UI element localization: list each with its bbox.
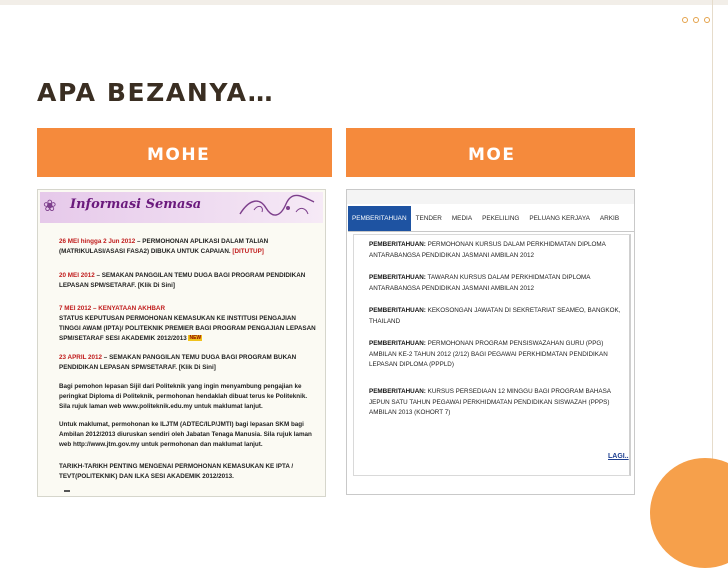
slide-title: APA BEZANYA… [37, 78, 275, 107]
announcement-5: Bagi pemohon lepasan Sijil dari Politeknik yang ingin menyambung pengajian ke peringkat Diploma di Politeknik, permohonan hendaklah dibuat terus ke Politeknik. Sila rujuk laman web www.politeknik.edu.my untuk maklumat lanjut. [59, 383, 308, 410]
tab-arkib[interactable]: ARKIB [599, 215, 620, 222]
announcement-4[interactable]: 23 APRIL 2012 – SEMAKAN PANGGILAN TEMU DUGA BAGI PROGRAM BUKAN PENDIDIKAN LEPASAN SPM/SETARAF. [Klik Di Sini] [59, 354, 297, 371]
moe-header: MOE [346, 128, 635, 177]
moe-nav [348, 206, 624, 231]
tab-media[interactable]: MEDIA [451, 215, 473, 222]
mohe-header: MOHE [37, 128, 332, 177]
top-border [0, 0, 728, 5]
flourish-ornament-icon [236, 194, 318, 222]
announcement-7[interactable]: TARIKH-TARIKH PENTING MENGENAI PERMOHONAN KEMASUKAN KE IPTA / TEVT(POLITEKNIK) DAN ILKA SESI AKADEMIK 2012/2013. [59, 463, 294, 480]
announcement-3[interactable]: 7 MEI 2012 – KENYATAAN AKHBAR STATUS KEPUTUSAN PERMOHONAN KEMASUKAN KE INSTITUSI PENGAJIAN TINGGI AWAM (IPTA)/ POLITEKNIK PREMIER BAGI PROGRAM PENGAJIAN LEPASAN SPM/SETARAF SESI AKADEMIK 2012/2013 NEW [59, 305, 316, 342]
notice-list [353, 234, 631, 476]
more-link[interactable]: LAGI.. [608, 453, 629, 460]
moe-top-strip [347, 190, 635, 204]
notice-item[interactable]: PEMBERITAHUAN: KURSUS PERSEDIAAN 12 MINGGU BAGI PROGRAM BAHASA JEPUN SATU TAHUN PEGAWAI PERKHIDMATAN PENDIDIKAN SISWAZAH (PPPS) AMBILAN 2013 (KOHORT 7) [369, 388, 611, 416]
notice-item[interactable]: PEMBERITAHUAN: PERMOHONAN PROGRAM PENSISWAZAHAN GURU (PPG) AMBILAN KE-2 TAHUN 2012 (2/12) BAGI PEGAWAI PERKHIDMATAN PENDIDIKAN LEPASAN DIPLOMA (PPPLD) [369, 340, 608, 368]
mohe-screenshot [37, 189, 326, 497]
flower-ornament-icon: ❀ [43, 196, 57, 215]
notice-item[interactable]: PEMBERITAHUAN: KEKOSONGAN JAWATAN DI SEKRETARIAT SEAMEO, BANGKOK, THAILAND [369, 307, 621, 325]
corner-circle-decoration [650, 458, 728, 568]
announcement-1[interactable]: 26 MEI hingga 2 Jun 2012 – PERMOHONAN APLIKASI DALAM TALIAN (MATRIKULASI/ASASI FASA2) DIBUKA UNTUK CAPAIAN. [DITUTUP] [59, 238, 269, 255]
moe-screenshot [346, 189, 635, 495]
tab-peluang-kerjaya[interactable]: PELUANG KERJAYA [529, 215, 590, 222]
notice-item[interactable]: PEMBERITAHUAN: TAWARAN KURSUS DALAM PERKHIDMATAN DIPLOMA ANTARABANGSA PENDIDIKAN JASMANI AMBILAN 2012 [369, 274, 591, 292]
notice-item[interactable]: PEMBERITAHUAN: PERMOHONAN KURSUS DALAM PERKHIDMATAN DIPLOMA ANTARABANGSA PENDIDIKAN JASMANI AMBILAN 2012 [369, 241, 606, 259]
new-badge: NEW [189, 335, 202, 342]
banner-title: Informasi Semasa [70, 197, 202, 212]
tab-pekeliling[interactable]: PEKELILING [482, 215, 520, 222]
panel-footer-mark [64, 490, 70, 492]
announcement-6: Untuk maklumat, permohonan ke ILJTM (ADTEC/ILP/JMTI) bagi lepasan SKM bagi Ambilan 2012/2013 diuruskan sendiri oleh Jabatan Tenaga Manusia. Sila rujuk laman web http://www.jtm.gov.my untuk permohonan dan maklumat lanjut. [59, 421, 312, 448]
informasi-semasa-banner [40, 192, 323, 223]
tab-pemberitahuan[interactable]: PEMBERITAHUAN [348, 206, 411, 231]
slide-decoration-dots [682, 17, 710, 23]
announcement-2[interactable]: 20 MEI 2012 – SEMAKAN PANGGILAN TEMU DUGA BAGI PROGRAM PENDIDIKAN LEPASAN SPM/SETARAF. [Klik Di Sini] [59, 272, 306, 289]
tab-tender[interactable]: TENDER [415, 215, 442, 222]
nav-divider [348, 231, 635, 232]
